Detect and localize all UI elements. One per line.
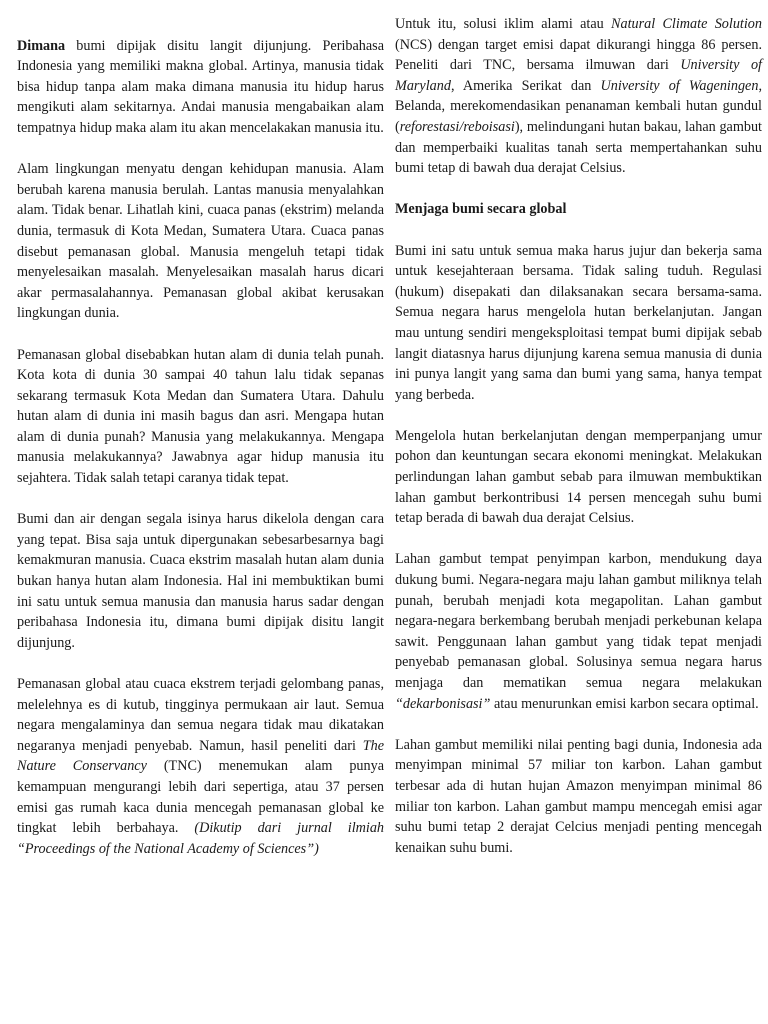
paragraph-tnc-part-b: (TNC) menemukan alam punya kemampuan mengurangi lebih dari sepertiga, atau 37 persen emisi gas rumah kaca dunia mencegah pemanasan global ke tingkat lebih berbahaya.: [17, 758, 385, 837]
university-wageningen: University of Wageningen: [600, 77, 759, 94]
university-maryland: University of Maryland: [395, 57, 762, 94]
right-column: [395, 0, 762, 858]
section-heading: Menjaga bumi secara global: [395, 201, 567, 218]
citation: (Dikutip dari jurnal ilmiah “Proceedings of the National Academy of Sciences”): [17, 820, 385, 857]
paragraph-lahan-gambut: [395, 549, 762, 714]
paragraph-tnc: [17, 674, 384, 859]
paragraph-lahan-gambut-part-a: Lahan gambut tempat penyimpan karbon, mendukung daya dukung bumi. Negara-negara maju lahan gambut miliknya telah punah, berubah menjadi kota megapolitan. Lahan gambut negara-negara berkembang berubah menjadi perkebunan kelapa sawit. Penggunaan lahan gambut yang tidak tepat menjadi penyebab pemanasan global. Solusinya semua negara harus menjaga dan mematikan semua negara melakukan: [395, 551, 762, 691]
left-column: [17, 0, 384, 859]
paragraph-ncs-part-e: ), melindungani hutan bakau, lahan gambut dan memperbaiki kualitas tanah serta mempertahankan suhu bumi tetap di bawah dua derajat Celsius.: [395, 118, 762, 177]
paragraph-intro: [17, 36, 384, 139]
ncs-term: Natural Climate Solution: [611, 16, 762, 32]
decarbonization-term: “dekarbonisasi”: [395, 695, 491, 712]
paragraph-tnc-part-a: Pemanasan global atau cuaca ekstrem terjadi gelombang panas, melelehnya es di kutub, tingginya permukaan air laut. Semua negara mengalaminya dan semua negara tidak mau dikatakan negaranya menjadi penyebab. Namun, hasil peneliti dari: [17, 676, 384, 754]
org-name: The Nature Conservancy: [17, 737, 384, 775]
paragraph-ncs-part-d: , Belanda, merekomendasikan penanaman kembali hutan gundul (: [395, 77, 762, 135]
reforestation-term: reforestasi/reboisasi: [399, 118, 515, 135]
paragraph-ncs-part-a: Untuk itu, solusi iklim alami atau: [395, 16, 612, 32]
paragraph-karbon: Lahan gambut memiliki nilai penting bagi dunia, Indonesia ada menyimpan minimal 57 miliar ton karbon. Lahan gambut terbesar ada di hutan hujan Amazon menyimpan minimal 86 miliar ton karbon. Lahan gambut mampu mencegah emisi agar suhu bumi tetap 2 derajat Celcius menjadi penting mencegah kenaikan suhu bumi.: [395, 736, 762, 856]
paragraph-global: Bumi ini satu untuk semua maka harus jujur dan bekerja sama untuk kesejahteraan bersama. Tidak saling tuduh. Regulasi (hukum) disepakati dan dilaksanakan secara bersama-sama. Semua negara harus mengelola hutan berkelanjutan. Jangan mau untung sendiri mengeksploitasi tempat bumi dipijak sebab langit diatasnya harus dijunjung karena semua manusia di dunia ini punya langit yang sama dan bumi yang sama, hanya tempat yang berbeda.: [395, 242, 762, 403]
lead-word: Dimana: [17, 37, 66, 54]
paragraph-lingkungan: Alam lingkungan menyatu dengan kehidupan manusia. Alam berubah karena manusia berulah. Lantas manusia menyalahkan alam. Tidak benar. Lihatlah kini, cuaca panas (ekstrim) melanda dunia, termasuk di Kota Medan, Sumatera Utara. Cuaca panas disebut pemanasan global. Manusia mengeluh tetapi tidak menyelesaikan masalah. Menyelesaikan masalah harus dicari akar permasalahannya. Pemanasan global akibat kerusakan lingkungan dunia.: [17, 161, 384, 322]
paragraph-penyebab: Pemanasan global disebabkan hutan alam di dunia telah punah. Kota kota di dunia 30 sampai 40 tahun lalu tidak sepanas sekarang termasuk Kota Medan dan Sumatera Utara. Dahulu hutan alam di dunia ini masih bagus dan asri. Mengapa hutan alam di dunia punah? Manusia yang melakukannya. Mengapa manusia melakukannya? Jawabnya agar hidup manusia itu sejahtera. Tidak salah tetapi caranya tidak tepat.: [17, 346, 384, 487]
paragraph-hutan-berkelanjutan: Mengelola hutan berkelanjutan dengan memperpanjang umur pohon dan keuntungan secara ekonomi meningkat. Melakukan perlindungan lahan gambut sebab para ilmuwan membuktikan lahan gambut berkontribusi 14 persen mencegah suhu bumi tetap berada di bawah dua derajat Celsius.: [395, 427, 762, 527]
paragraph-ncs: [395, 14, 762, 179]
paragraph-ncs-part-c: , Amerika Serikat dan: [450, 77, 601, 94]
paragraph-pengelolaan: Bumi dan air dengan segala isinya harus dikelola dengan cara yang tepat. Bisa saja untuk dipergunakan sebesarbesarnya bagi kemakmuran manusia. Cuaca ekstrim masalah hutan alam dunia bukan hanya hutan alam Indonesia. Hal ini membuktikan bumi ini satu untuk semua manusia dan manusia harus sadar dengan peribahasa Indonesia itu, dimana bumi dipijak disitu langit dijunjung.: [17, 511, 384, 651]
paragraph-lahan-gambut-part-b: atau menurunkan emisi karbon secara optimal.: [490, 695, 759, 712]
paragraph-ncs-part-b: (NCS) dengan target emisi dapat dikurangi hingga 86 persen. Peneliti dari TNC, bersama ilmuwan dari: [395, 36, 762, 74]
paragraph-intro-text: bumi dipijak disitu langit dijunjung. Peribahasa Indonesia yang memiliki makna global. Artinya, manusia tidak bisa hidup tanpa alam maka dimana manusia itu hidup harus mengikuti alam sekitarnya. Andai manusia mengabaikan alam tempatnya hidup maka alam itu akan mencelakakan manusia itu.: [17, 37, 384, 136]
